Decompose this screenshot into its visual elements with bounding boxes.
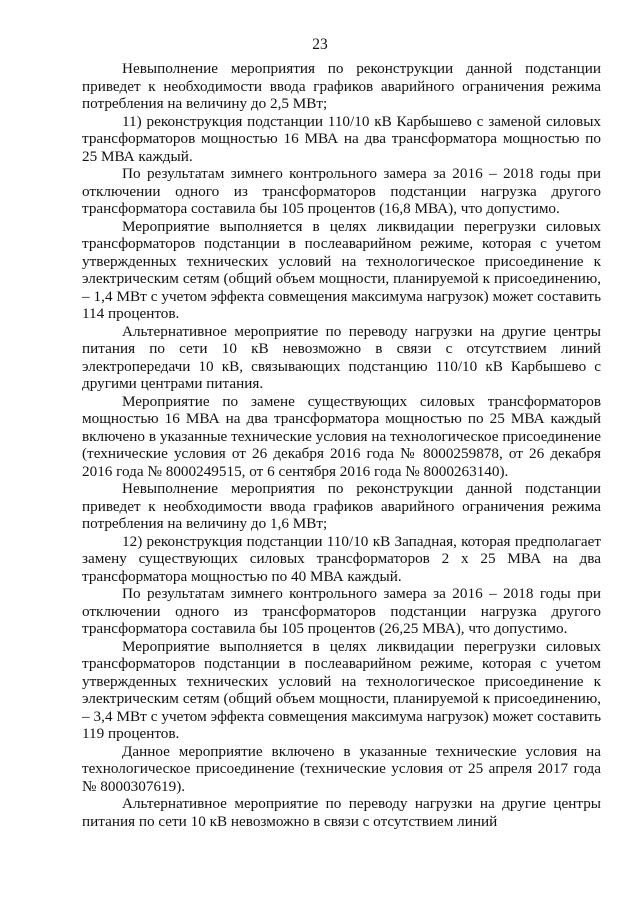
paragraph: Мероприятие выполняется в целях ликвидации перегрузки силовых трансформаторов подстанции в послеаварийном режиме, которая с учетом утвержденных технических условий на технологическое присоединение к электрическим сетям (общий объем мощности, планируемой к присоединению, – 3,4 МВт с учетом эффекта совмещения максимума нагрузок) может составить 119 процентов. (82, 637, 601, 742)
paragraph: Невыполнение мероприятия по реконструкции данной подстанции приведет к необходимости ввода графиков аварийного ограничения режима потребления на величину до 2,5 МВт; (82, 60, 601, 112)
paragraph: Данное мероприятие включено в указанные технические условия на технологическое присоединение (технические условия от 25 апреля 2017 года № 8000307619). (82, 742, 601, 795)
paragraph: 12) реконструкция подстанции 110/10 кВ Западная, которая предполагает замену существующих силовых трансформаторов 2 х 25 МВА на два трансформатора мощностью по 40 МВА каждый. (82, 532, 601, 585)
paragraph: Альтернативное мероприятие по переводу нагрузки на другие центры питания по сети 10 кВ невозможно в связи с отсутствием линий (82, 795, 601, 830)
paragraph: Альтернативное мероприятие по переводу нагрузки на другие центры питания по сети 10 кВ невозможно в связи с отсутствием линий электропередачи 10 кВ, связывающих подстанцию 110/10 кВ Карбышево с другими центрами питания. (82, 322, 601, 392)
paragraph: Мероприятие по замене существующих силовых трансформаторов мощностью 16 МВА на два трансформатора мощностью по 25 МВА каждый включено в указанные технические условия на технологическое присоединение (технические условия от 26 декабря 2016 года № 8000259878, от 26 декабря 2016 года № 8000249515, от 6 сентября 2016 года № 8000263140). (82, 392, 601, 480)
paragraph: 11) реконструкция подстанции 110/10 кВ Карбышево с заменой силовых трансформаторов мощностью 16 МВА на два трансформатора мощностью по 25 МВА каждый. (82, 112, 601, 165)
paragraph: Мероприятие выполняется в целях ликвидации перегрузки силовых трансформаторов подстанции в послеаварийном режиме, которая с учетом утвержденных технических условий на технологическое присоединение к электрическим сетям (общий объем мощности, планируемой к присоединению, – 1,4 МВт с учетом эффекта совмещения максимума нагрузок) может составить 114 процентов. (82, 217, 601, 322)
paragraph: По результатам зимнего контрольного замера за 2016 – 2018 годы при отключении одного из трансформаторов подстанции нагрузка другого трансформатора составила бы 105 процентов (16,8 МВА), что допустимо. (82, 165, 601, 217)
paragraph: По результатам зимнего контрольного замера за 2016 – 2018 годы при отключении одного из трансформаторов подстанции нагрузка другого трансформатора составила бы 105 процентов (26,25 МВА), что допустимо. (82, 585, 601, 637)
page-number: 23 (312, 36, 328, 53)
paragraph: Невыполнение мероприятия по реконструкции данной подстанции приведет к необходимости ввода графиков аварийного ограничения режима потребления на величину до 1,6 МВт; (82, 480, 601, 532)
document-body (82, 60, 601, 830)
